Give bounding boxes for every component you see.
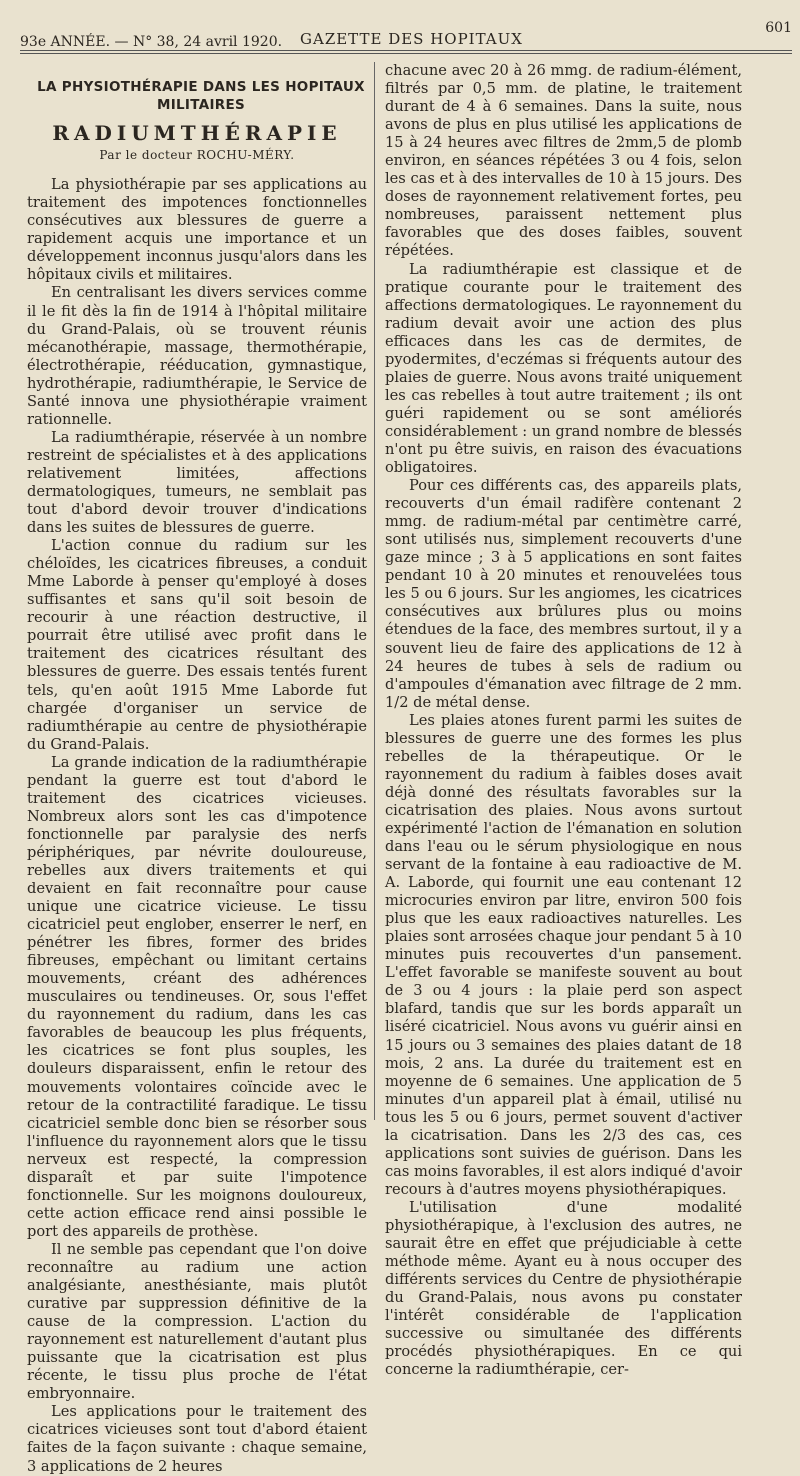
paragraph: Pour ces différents cas, des appareils plats, recouverts d'un émail radifère contenant 2 mmg. de radium-métal par centimètre carré, sont utilisés nus, simplement recouverts d'une gaze mince ; 3 à 5 applications en sont faites pendant 10 à 20 minutes et renouvelées tous les 5 ou 6 jours. Sur les angiomes, les cicatrices consécutives aux brûlures plus ou moins étendues de la face, des membres surtout, il y a souvent lieu de faire des applications de 12 à 24 heures de tubes à sels de radium ou d'ampoules d'émanation avec filtrage de 2 mm. 1/2 de métal dense. <box>385 477 742 711</box>
article-byline: Par le docteur ROCHU-MÉRY. <box>99 148 295 163</box>
header-rule <box>20 50 792 51</box>
issue-info: 93e ANNÉE. — N° 38, 24 avril 1920. <box>20 34 283 50</box>
column-divider <box>374 62 375 1120</box>
paragraph: Les plaies atones furent parmi les suites de blessures de guerre une des formes les plus rebelles de la thérapeutique. Or le rayonnement du radium à faibles doses avait déjà donné des résultats favorables sur la cicatrisation des plaies. Nous avons surtout expérimenté l'action de l'émanation en solution dans l'eau ou le sérum physiologique en nous servant de la fontaine à eau radioactive de M. A. Laborde, qui fournit une eau contenant 12 microcuries environ par litre, environ 500 fois plus que les eaux radioactives naturelles. Les plaies sont arrosées chaque jour pendant 5 à 10 minutes puis recouvertes d'un pansement. L'effet favorable se manifeste souvent au bout de 3 ou 4 jours : la plaie perd son aspect blafard, tandis que sur les bords apparaît un liséré cicatriciel. Nous avons vu guérir ainsi en 15 jours ou 3 semaines des plaies datant de 18 mois, 2 ans. La durée du traitement est en moyenne de 6 semaines. Une application de 5 minutes d'un appareil plat à émail, utilisé nu tous les 5 ou 6 jours, permet souvent d'activer la cicatrisation. Dans les 2/3 des cas, ces applications sont suivies de guérison. Dans les cas moins favorables, il est alors indiqué d'avoir recours à d'autres moyens physiothérapiques. <box>385 711 742 1198</box>
paragraph: L'utilisation d'une modalité physiothérapique, à l'exclusion des autres, ne saurait être en effet que préjudiciable à cette méthode même. Ayant eu à nous occuper des différents services du Centre de physiothérapie du Grand-Palais, nous avons pu constater l'intérêt considérable de l'application successive ou simultanée des différents procédés physiothérapiques. En ce qui concerne la radiumthérapie, cer- <box>385 1198 742 1379</box>
right-column <box>385 62 742 1379</box>
paragraph: La radiumthérapie est classique et de pratique courante pour le traitement des affections dermatologiques. Le rayonnement du radium devait avoir une action des plus efficaces dans les cas de dermites, de pyodermites, d'eczémas si fréquents autour des plaies de guerre. Nous avons traité uniquement les cas rebelles à tout autre traitement ; ils ont guéri rapidement ou se sont améliorés considérablement : un grand nombre de blessés n'ont pu être suivis, en raison des évacuations obligatoires. <box>385 260 742 477</box>
paragraph: Les applications pour le traitement des cicatrices vicieuses sont tout d'abord étaient faites de la façon suivante : chaque semaine, 3 applications de 2 heures <box>27 1403 367 1475</box>
article-kicker: LA PHYSIOTHÉRAPIE DANS LES HOPITAUX MILITAIRES <box>37 79 365 114</box>
paragraph: L'action connue du radium sur les chéloïdes, les cicatrices fibreuses, a conduit Mme Laborde à penser qu'employé à doses suffisantes et sans qu'il soit besoin de recourir à une réaction destructive, il pourrait être utilisé avec profit dans le traitement des cicatrices résultant des blessures de guerre. Des essais tentés furent tels, qu'en août 1915 Mme Laborde fut chargée d'organiser un service de radiumthérapie au centre de physiothérapie du Grand-Palais. <box>27 537 367 753</box>
header-rule-double <box>20 53 792 54</box>
paragraph: La physiothérapie par ses applications au traitement des impotences fonctionnelles consécutives aux blessures de guerre a rapidement acquis une importance et un développement inconnus jusqu'alors dans les hôpitaux civils et militaires. <box>27 176 367 284</box>
paragraph-continued: chacune avec 20 à 26 mmg. de radium-élément, filtrés par 0,5 mm. de platine, le traitement durant de 4 à 6 semaines. Dans la suite, nous avons de plus en plus utilisé les applications de 15 à 24 heures avec filtres de 2mm,5 de plomb environ, en séances répétées 3 ou 4 fois, selon les cas et à des intervalles de 10 à 15 jours. Des doses de rayonnement relativement fortes, peu nombreuses, paraissent nettement plus favorables que des doses faibles, souvent répétées. <box>385 62 742 260</box>
paragraph: La grande indication de la radiumthérapie pendant la guerre est tout d'abord le traitement des cicatrices vicieuses. Nombreux alors sont les cas d'impotence fonctionnelle par paralysie des nerfs périphériques, par névrite douloureuse, rebelles aux divers traitements et qui devaient en fait reconnaître pour cause unique une cicatrice vicieuse. Le tissu cicatriciel peut englober, enserrer le nerf, en pénétrer les fibres, former des brides fibreuses, empêchant ou limitant certains mouvements, créant des adhérences musculaires ou tendineuses. Or, sous l'effet du rayonnement du radium, dans les cas favorables de beaucoup les plus fréquents, les cicatrices se font plus souples, les douleurs disparaissent, enfin le retour des mouvements volontaires coïncide avec le retour de la contractilité faradique. Le tissu cicatriciel semble donc bien se résorber sous l'influence du rayonnement alors que le tissu nerveux est respecté, la compression disparaît et par suite l'impotence fonctionnelle. Sur les moignons douloureux, cette action efficace rend ainsi possible le port des appareils de prothèse. <box>27 753 367 1240</box>
paragraph: En centralisant les divers services comme il le fit dès la fin de 1914 à l'hôpital militaire du Grand-Palais, où se trouvent réunis mécanothérapie, massage, thermothérapie, électrothérapie, rééducation, gymnastique, hydrothérapie, radiumthérapie, le Service de Santé innova une physiothérapie vraiment rationnelle. <box>27 284 367 428</box>
page-number: 601 <box>765 20 792 36</box>
page-header <box>20 18 792 68</box>
journal-title: GAZETTE DES HOPITAUX <box>300 30 523 48</box>
paragraph: La radiumthérapie, réservée à un nombre restreint de spécialistes et à des applications relativement limitées, affections dermatologiques, tumeurs, ne semblait pas tout d'abord devoir trouver d'indications dans les suites de blessures de guerre. <box>27 428 367 537</box>
paragraph: Il ne semble pas cependant que l'on doive reconnaître au radium une action analgésiante, anesthésiante, mais plutôt curative par suppression définitive de la cause de la compression. L'action du rayonnement est naturellement d'autant plus puissante que la cicatrisation est plus récente, le tissu plus proche de l'état embryonnaire. <box>27 1240 367 1403</box>
article-title: RADIUMTHÉRAPIE <box>52 121 342 146</box>
left-column <box>27 64 367 1476</box>
